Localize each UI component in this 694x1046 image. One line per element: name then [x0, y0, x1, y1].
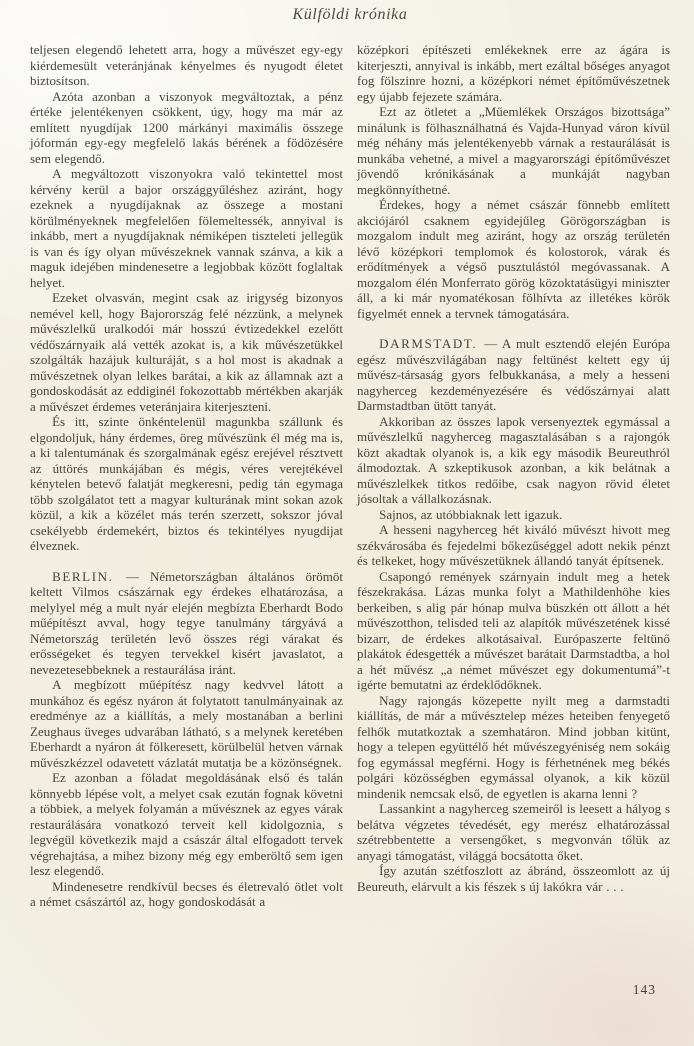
paragraph: Mindenesetre rendkívül becses és életrevaló ötlet volt a német császártól az, hogy gondoskodását a — [30, 878, 343, 909]
dateline-label: DARMSTADT. — [379, 336, 485, 351]
paragraph: Csapongó remények szárnyain indult meg a hetek fészekrakása. Lázas munka folyt a Mathildenhöhe kies berkeiben, s alig pár hónap mulva büszkén ott állott a hét művészotthon, telisded teli az alapítók művészetének kissé bizarr, de érdekes alkotásaival. Európaszerte feltünő plakátok édesgették a művészet barátait Darmstadtba, a hol a hét művész „a német művészet egy dokumentumá”-t igérte bemutatni az érdeklődőknek. — [357, 568, 670, 692]
paragraph: Nagy rajongás közepette nyilt meg a darmstadti kiállítás, de már a művésztelep mézes heteiben fenyegető felhők mutatkoztak a szemhatáron. Mind jobban kitünt, hogy a telepen együttélő hét művészegyéniség nem sokáig fog egymással megférni. Hogy is férhetnének meg békés polgári közösségben egymással olyanok, a kik közül mindenik nemcsak első, de egyetlen is akarna lenni ? — [357, 692, 670, 801]
paragraph: Ez azonban a föladat megoldásának első és talán könnyebb lépése volt, a melyet csak ezután fognak követni a többiek, a melyek folyamán a művésznek az egyes várak restaurálására vonatkozó terveit kell kidolgoznia, s legvégül következik majd a császár által elfogadott tervek végrehajtása, a mihez bizony még egy emberöltő sem igen lesz elegendő. — [30, 770, 343, 878]
paragraph: Így azután szétfoszlott az ábránd, összeomlott az új Beureuth, elárvult a kis fészek s új lakókra vár . . . — [357, 863, 670, 894]
paragraph: A hesseni nagyherceg hét kiváló művészt hivott meg székvárosába és fejedelmi bőkezűséggel adott nekik pénzt és telkeket, hogy művészetüknek állandó tanyát építsenek. — [357, 522, 670, 568]
paragraph: A megváltozott viszonyokra való tekintettel most kérvény kerül a bajor országgyűléshez aziránt, hogy ezeknek a nyugdíjaknak az összege a mostani körülményeknek megfelelően fölemeltessék, annyival is inkább, mert a nyugdíjaknak némiképen tiszteleti jellegük is van és így olyan művészeknek vannak szánva, a kik a maguk idejében mindenesetre a legjobbak között foglaltak helyet. — [30, 166, 343, 290]
right-column — [357, 42, 670, 910]
paragraph: Azóta azonban a viszonyok megváltoztak, a pénz értéke jelentékenyen csökkent, úgy, hogy ma már az említett nyugdíjak 1200 márkányi maximális összege jóformán egy-egy megfelelő lakás bérének a födözésére sem elegendő. — [30, 88, 343, 166]
dateline-paragraph-berlin: BERLIN. — Németországban általános örömöt keltett Vilmos császárnak egy érdekes elhatározása, a melylyel még a mult nyár elején megbízta Eberhardt Bodo műépítészt avval, hogy tegye tanulmány tárgyává a Németország területén levő összes régi várakat és erősségeket és tegyen tervekkel kisért javaslatot, a nevezetesebbeknek a restaurálása iránt. — [30, 568, 344, 677]
page-number: 143 — [632, 982, 656, 997]
paragraph: Ezt az ötletet a „Műemlékek Országos bizottsága” minálunk is fölhasználhatná és Vajda-Hunyad váron kívül még néhány más jelentékenyebb várnak a restaurálását is munkába vehetné, a mivel a magyarországi építőművészet jövendő krónikásának a munkáját nagyban megkönnyíthetné. — [357, 104, 670, 197]
left-column — [30, 42, 343, 910]
paragraph: Érdekes, hogy a német császár fönnebb említett akciójáról csaknem egyidejűleg Görögországban is mozgalom indult meg aziránt, hogy az ország területén lévő középkori templomok és kolostorok, várak és erődítmények a végső pusztulástól megóvassanak. A mozgalom élén Monferrato görög közoktatásügyi miniszter áll, a ki már nyomatékosan fölhívta az illetékes körök figyelmét ennek a tervnek támogatására. — [357, 197, 670, 321]
paragraph: középkori építészeti emlékeknek erre az ágára is kiterjeszti, annyival is inkább, mert ezáltal bőséges anyagot fog fölszinre hozni, a középkori német építőművészetnek egy újabb fejezete számára. — [357, 42, 670, 104]
dateline-label: BERLIN. — [52, 568, 127, 584]
text-columns — [30, 42, 670, 910]
dateline-paragraph-darmstadt: DARMSTADT. — A mult esztendő elején Európa egész művészvilágában nagy feltünést keltett egy új művész-társaság gyors felbukkanása, a mely a hesseni nagyherceg kezdeményezésére és védőszárnyai alatt Darmstadtban ütött tanyát. — [357, 336, 670, 413]
paragraph: Ezeket olvasván, megint csak az irigység bizonyos nemével kell, hogy Bajorország felé nézzünk, a melynek művészlelkű uralkodói már hosszú évtizedekkel ezelőtt védőszárnyaik alá vették azokat is, a kik művészetükkel szolgálták hazájuk kulturáját, s a hol most is akadnak a művészetnek olyan lelkes barátai, a kik az államnak azt a gondoskodását az eddiginél fokozottabb mértékben akarják a művészet érdemes veteránjaira kiterjeszteni. — [30, 290, 343, 414]
paragraph: A megbízott műépítész nagy kedvvel látott a munkához és egész nyáron át folytatott tanulmányainak az eredménye az a kiállítás, a mely mostanában a berlini Zeughaus üveges udvarában látható, s a melynek keretében Eberhardt a nyáron át fölkeresett, körülbelül hetven várnak művészkézzel odavetett vázlatát mutatja be a közönségnek. — [30, 677, 343, 770]
paragraph: Lassankint a nagyherceg szemeiről is leesett a hályog s belátva végzetes tévedését, egy merész elhatározással szétrebbentette a versengőket, s megvonván tőlük az anyagi támogatást, világgá bocsátotta őket. — [357, 801, 670, 863]
paragraph: teljesen elegendő lehetett arra, hogy a művészet egy-egy kiérdemesült veteránjának kényelmes és nyugodt életet biztosítson. — [30, 42, 343, 88]
paragraph: És itt, szinte önkéntelenül magunkba szállunk és elgondoljuk, hány érdemes, öreg művészünk él még ma is, a ki talentumának és szorgalmának egész erejével résztvett az úttörés munkájában és mégis, véres verejtékével kénytelen betevő falatját megkeresni, pedig tán egymaga több szolgálatot tett a magyar kulturának mint sokan azok közül, a kik a közélet más terén szerzett, sokszor jóval csekélyebb érdemekért, biztos és tekintélyes nyugdijat élveznek. — [30, 414, 343, 553]
paragraph: Sajnos, az utóbbiaknak lett igazuk. — [379, 506, 563, 522]
paragraph: Akkoriban az összes lapok versenyeztek egymással a művészlelkű nagyherceg magasztalásában s a rajongók közt akadtak olyanok is, a kik egy második Beureuthról álmodoztak. A szkeptikusok azonban, a kik belátnak a művészlelkek titkos redőibe, csak nagyon rövid életet jósoltak a vállalkozásnak. — [357, 413, 670, 506]
running-head-title: Külföldi krónika — [292, 6, 408, 23]
